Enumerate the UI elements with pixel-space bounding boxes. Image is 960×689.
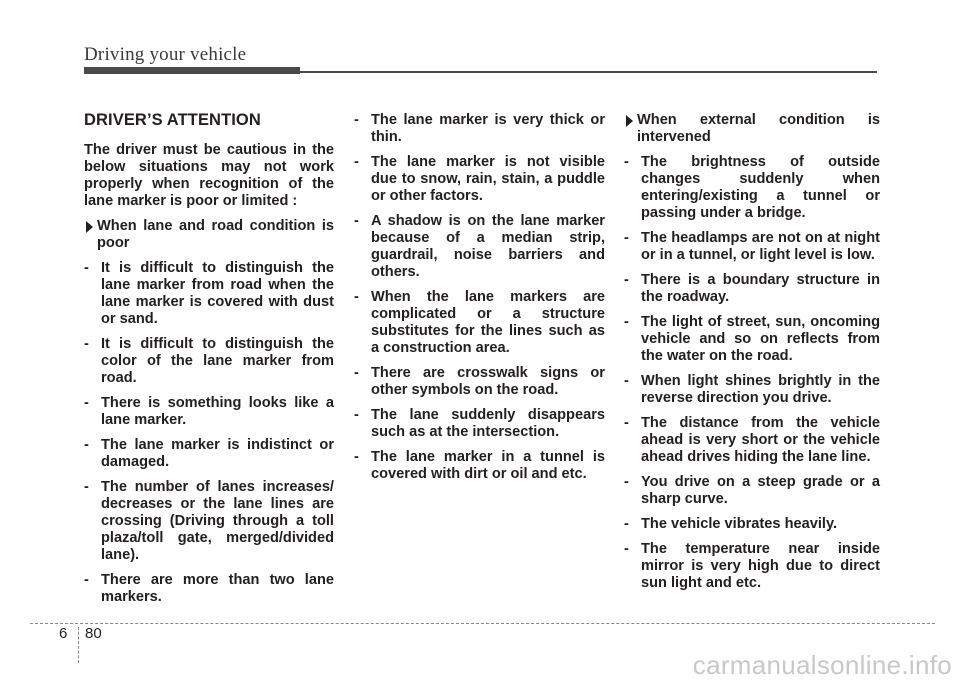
- list-item-text: There are crosswalk signs or other symbols on the road.: [371, 365, 605, 398]
- list-item-text: The vehicle vibrates heavily.: [641, 516, 838, 532]
- list-item: [84, 395, 334, 429]
- list-item: [624, 272, 880, 306]
- page-number: 80: [85, 625, 102, 642]
- triangle-bullet-icon: [86, 221, 93, 233]
- intro-paragraph: The driver must be cautious in the below situations may not work properly when recognition of the lane marker is poor or limited :: [84, 142, 334, 209]
- list-item: [84, 336, 334, 387]
- footer-divider: [30, 623, 935, 624]
- column-3: [624, 112, 880, 600]
- column-1: [84, 108, 334, 614]
- list-item-text: There is something looks like a lane marker.: [101, 395, 334, 428]
- list-item: [624, 154, 880, 222]
- dash-bullet: -: [354, 407, 359, 423]
- dash-bullet: -: [354, 449, 359, 465]
- item-list: [84, 260, 334, 606]
- list-item: [84, 437, 334, 471]
- list-item: [624, 230, 880, 264]
- header-rule-thin: [300, 71, 877, 73]
- list-item-text: The lane marker is not visible due to snow, rain, stain, a puddle or other factors.: [371, 154, 605, 204]
- dash-bullet: -: [84, 479, 89, 495]
- item-list: [624, 154, 880, 592]
- list-item: [354, 154, 605, 205]
- triangle-bullet-icon: [626, 115, 633, 127]
- list-item-text: The light of street, sun, oncoming vehicle and so on reflects from the water on the road.: [641, 314, 880, 364]
- list-item-text: There is a boundary structure in the roadway.: [641, 272, 880, 305]
- list-item-text: The number of lanes increases/ decreases or the lane lines are crossing (Driving through a toll plaza/toll gate, merged/divided lane).: [101, 479, 334, 563]
- column-2: [354, 112, 605, 491]
- dash-bullet: -: [354, 365, 359, 381]
- dash-bullet: -: [624, 373, 629, 389]
- list-item-text: The lane suddenly disappears such as at the intersection.: [371, 407, 605, 440]
- dash-bullet: -: [84, 437, 89, 453]
- list-item: [354, 112, 605, 146]
- header-rule-thick: [84, 67, 300, 74]
- list-item-text: The lane marker is indistinct or damaged.: [101, 437, 334, 470]
- list-item-text: The headlamps are not on at night or in a tunnel, or light level is low.: [641, 230, 880, 263]
- dash-bullet: -: [354, 289, 359, 305]
- list-item: [624, 541, 880, 592]
- list-item: [84, 479, 334, 564]
- list-item: [354, 213, 605, 281]
- dash-bullet: -: [624, 474, 629, 490]
- list-item-text: You drive on a steep grade or a sharp curve.: [641, 474, 880, 507]
- list-item: [624, 474, 880, 508]
- list-item-text: A shadow is on the lane marker because of a median strip, guardrail, noise barriers and others.: [371, 213, 605, 280]
- dash-bullet: -: [624, 314, 629, 330]
- list-item: [624, 415, 880, 466]
- condition-text: When external condition is intervened: [637, 112, 880, 145]
- list-item: [354, 449, 605, 483]
- list-item-text: The lane marker is very thick or thin.: [371, 112, 605, 145]
- dash-bullet: -: [624, 516, 629, 532]
- dash-bullet: -: [84, 572, 89, 588]
- dash-bullet: -: [84, 336, 89, 352]
- list-item-text: The distance from the vehicle ahead is very short or the vehicle ahead drives hiding the lane line.: [641, 415, 880, 465]
- dash-bullet: -: [84, 395, 89, 411]
- dash-bullet: -: [354, 112, 359, 128]
- condition-text: When lane and road condition is poor: [97, 218, 334, 251]
- section-number: 6: [59, 625, 68, 642]
- list-item-text: The brightness of outside changes suddenly when entering/existing a tunnel or passing under a bridge.: [641, 154, 880, 221]
- item-list: [354, 112, 605, 483]
- dash-bullet: -: [624, 272, 629, 288]
- dash-bullet: -: [624, 154, 629, 170]
- list-item-text: The lane marker in a tunnel is covered with dirt or oil and etc.: [371, 449, 605, 482]
- list-item-text: When the lane markers are complicated or a structure substitutes for the lines such as a construction area.: [371, 289, 605, 356]
- list-item: [84, 260, 334, 328]
- dash-bullet: -: [624, 230, 629, 246]
- condition-heading: [624, 112, 880, 146]
- list-item: [624, 314, 880, 365]
- page-number-divider: [78, 627, 79, 663]
- condition-heading: [84, 218, 334, 252]
- watermark: carmanualsonline.info: [692, 650, 952, 680]
- dash-bullet: -: [624, 415, 629, 431]
- list-item: [84, 572, 334, 606]
- list-item: [624, 516, 880, 533]
- list-item: [354, 407, 605, 441]
- dash-bullet: -: [84, 260, 89, 276]
- header-title: Driving your vehicle: [84, 44, 247, 65]
- list-item: [354, 289, 605, 357]
- list-item-text: It is difficult to distinguish the lane marker from road when the lane marker is covered with dust or sand.: [101, 260, 334, 327]
- list-item: [354, 365, 605, 399]
- dash-bullet: -: [354, 213, 359, 229]
- list-item: [624, 373, 880, 407]
- list-item-text: There are more than two lane markers.: [101, 572, 334, 605]
- dash-bullet: -: [354, 154, 359, 170]
- list-item-text: It is difficult to distinguish the color of the lane marker from road.: [101, 336, 334, 386]
- dash-bullet: -: [624, 541, 629, 557]
- list-item-text: The temperature near inside mirror is very high due to direct sun light and etc.: [641, 541, 880, 591]
- list-item-text: When light shines brightly in the reverse direction you drive.: [641, 373, 880, 406]
- section-title: DRIVER’S ATTENTION: [84, 111, 261, 129]
